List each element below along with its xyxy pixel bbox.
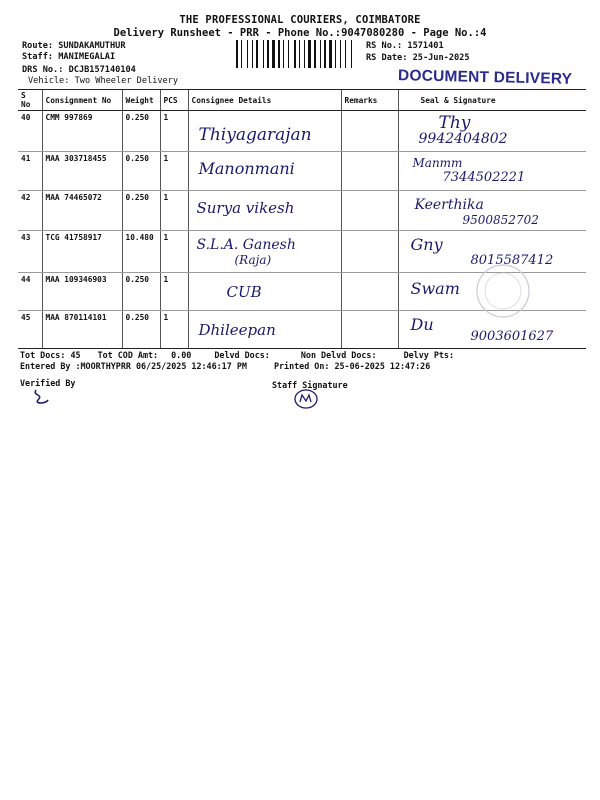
verified-by-label: Verified By [20, 378, 76, 388]
signature-handwriting: Manmm [412, 156, 463, 170]
consignee-handwriting: Manonmani [198, 159, 295, 178]
consignee-handwriting: Surya vikesh [196, 199, 295, 217]
signature-handwriting: Swam [410, 279, 460, 298]
row-remarks [341, 231, 398, 273]
delvy-pts-label: Delvy Pts: [403, 350, 454, 360]
table-row [18, 311, 586, 349]
rs-no-line [366, 41, 444, 51]
totals-line [20, 350, 454, 360]
consignee-handwriting: S.L.A. Ganesh [196, 237, 296, 253]
col-weight: Weight [122, 90, 160, 111]
row-sno: 40 [18, 111, 42, 152]
vehicle-value: Two Wheeler Delivery [74, 76, 179, 86]
table-row [18, 273, 586, 311]
row-remarks [341, 111, 398, 152]
consignee-handwriting: CUB [226, 283, 262, 301]
consignee-handwriting-2: (Raja) [234, 253, 272, 267]
runsheet-table [18, 89, 586, 349]
phone-handwriting: 7344502221 [442, 170, 526, 185]
row-pcs: 1 [160, 273, 188, 311]
document-delivery-stamp: DOCUMENT DELIVERY [397, 67, 573, 88]
row-pcs: 1 [160, 231, 188, 273]
staff-signature-label: Staff Signature [272, 380, 348, 390]
rs-no-label: RS No.: [366, 41, 403, 51]
row-remarks [341, 152, 398, 191]
row-pcs: 1 [160, 111, 188, 152]
phone-handwriting: 8015587412 [470, 253, 554, 268]
row-remarks [341, 273, 398, 311]
rs-date-line [366, 53, 470, 63]
row-weight: 0.250 [122, 273, 160, 311]
consignee-handwriting: Dhileepan [198, 321, 276, 339]
drs-line [22, 65, 136, 75]
row-weight: 0.250 [122, 111, 160, 152]
col-remarks: Remarks [341, 90, 398, 111]
row-weight: 0.250 [122, 152, 160, 191]
consignee-handwriting: Thiyagarajan [198, 125, 312, 145]
runsheet-subtitle: Delivery Runsheet - PRR - Phone No.:9047080280 - Page No.:4 [113, 27, 487, 39]
row-consignment: MAA 870114101 [42, 311, 122, 349]
route-label: Route: [22, 41, 54, 51]
table-row [18, 191, 586, 231]
col-signature: Seal & Signature [398, 90, 586, 111]
col-consignment: Consignment No [42, 90, 122, 111]
footer-divider [18, 348, 586, 349]
row-pcs: 1 [160, 152, 188, 191]
staff-line [22, 52, 115, 62]
tot-docs-label: Tot Docs: [20, 350, 66, 360]
rs-no-value: 1571401 [407, 41, 444, 51]
row-consignment: MAA 303718455 [42, 152, 122, 191]
drs-value: DCJB157140104 [68, 65, 136, 75]
route-value: SUNDAKAMUTHUR [58, 41, 126, 51]
vehicle-line [28, 76, 178, 86]
barcode [236, 40, 362, 68]
table-row [18, 111, 586, 152]
rs-date-label: RS Date: [366, 53, 408, 63]
row-weight: 10.480 [122, 231, 160, 273]
col-pcs: PCS [160, 90, 188, 111]
non-delvd-docs-label: Non Delvd Docs: [300, 350, 377, 360]
row-consignment: TCG 41758917 [42, 231, 122, 273]
row-consignment: MAA 74465072 [42, 191, 122, 231]
row-pcs: 1 [160, 311, 188, 349]
row-sno: 44 [18, 273, 42, 311]
printed-on: Printed On: 25-06-2025 12:47:26 [273, 361, 431, 371]
phone-handwriting: 9003601627 [470, 329, 554, 344]
staff-signature-icon [292, 388, 322, 410]
tot-cod-label: Tot COD Amt: [97, 350, 159, 360]
staff-label: Staff: [22, 52, 54, 62]
signature-handwriting: Thy [438, 113, 471, 133]
row-pcs: 1 [160, 191, 188, 231]
row-sno: 43 [18, 231, 42, 273]
row-sno: 41 [18, 152, 42, 191]
table-row [18, 152, 586, 191]
route-line [22, 41, 126, 51]
signature-handwriting: Keerthika [414, 197, 484, 213]
row-sno: 45 [21, 313, 31, 322]
tot-cod-value: 0.00 [171, 350, 192, 360]
rs-date-value: 25-Jun-2025 [412, 53, 470, 63]
staff-value: MANIMEGALAI [58, 52, 116, 62]
col-sno: S No [18, 90, 42, 111]
verified-signature-icon [30, 388, 52, 406]
col-consignee: Consignee Details [188, 90, 341, 111]
signature-handwriting: Gny [410, 235, 443, 254]
row-remarks [341, 311, 398, 349]
row-sno: 42 [18, 191, 42, 231]
row-weight: 0.250 [122, 191, 160, 231]
row-weight: 0.250 [122, 311, 160, 349]
phone-handwriting: 9500852702 [462, 213, 539, 227]
vehicle-label: Vehicle: [28, 76, 70, 86]
row-consignment: MAA 109346903 [42, 273, 122, 311]
entered-by-line [20, 361, 430, 371]
row-consignment: CMM 997869 [42, 111, 122, 152]
delvd-docs-label: Delvd Docs: [214, 350, 270, 360]
tot-docs-value: 45 [70, 350, 81, 360]
phone-handwriting: 9942404802 [418, 131, 508, 147]
table-header [18, 90, 586, 111]
signature-handwriting: Du [410, 315, 434, 334]
row-remarks [341, 191, 398, 231]
drs-label: DRS No.: [22, 65, 64, 75]
entered-by: Entered By :MOORTHYPRR 06/25/2025 12:46:17 PM [20, 361, 247, 371]
company-title: THE PROFESSIONAL COURIERS, COIMBATORE [179, 14, 421, 26]
